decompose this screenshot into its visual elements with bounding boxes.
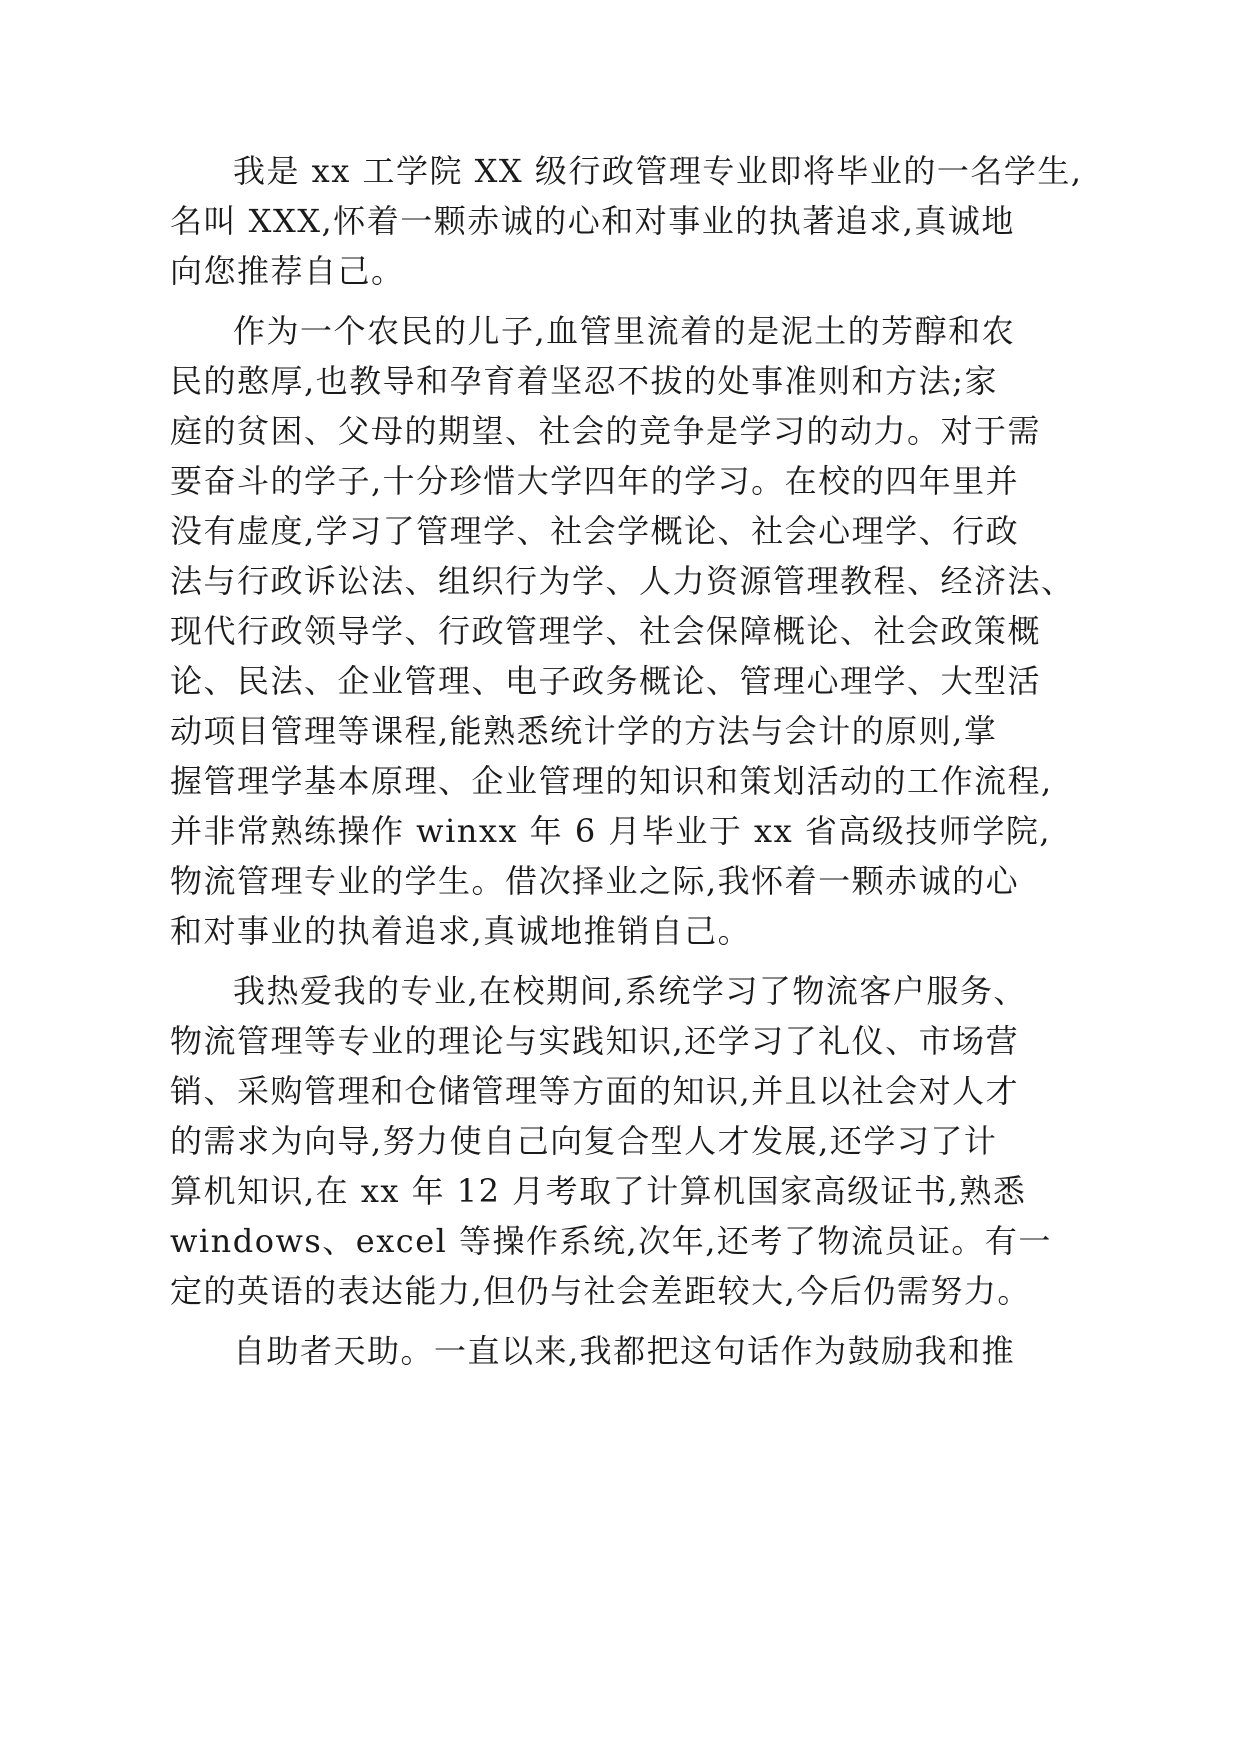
paragraph-2-line-8: 论、民法、企业管理、电子政务概论、管理心理学、大型活: [170, 662, 1042, 700]
paragraph-3-line-3: 销、采购管理和仓储管理等方面的知识,并且以社会对人才: [170, 1072, 1020, 1110]
paragraph-3-line-2: 物流管理等专业的理论与实践知识,还学习了礼仪、市场营: [170, 1022, 1020, 1060]
paragraph-2-line-5: 没有虚度,学习了管理学、社会学概论、社会心理学、行政: [170, 512, 1020, 550]
paragraph-2-line-3: 庭的贫困、父母的期望、社会的竞争是学习的动力。对于需: [170, 412, 1042, 450]
paragraph-3-line-4: 的需求为向导,努力使自己向复合型人才发展,还学习了计: [170, 1122, 998, 1160]
paragraph-2-line-6: 法与行政诉讼法、组织行为学、人力资源管理教程、经济法、: [170, 562, 1075, 600]
paragraph-1-line-2: 名叫 XXX,怀着一颗赤诚的心和对事业的执著追求,真诚地: [170, 202, 1015, 240]
paragraph-2-line-4: 要奋斗的学子,十分珍惜大学四年的学习。在校的四年里并: [170, 462, 1020, 500]
paragraph-2-line-13: 和对事业的执着追求,真诚地推销自己。: [170, 912, 752, 950]
paragraph-2-line-9: 动项目管理等课程,能熟悉统计学的方法与会计的原则,掌: [170, 712, 998, 750]
paragraph-3-line-7: 定的英语的表达能力,但仍与社会差距较大,今后仍需努力。: [170, 1272, 1031, 1310]
paragraph-2-line-10: 握管理学基本原理、企业管理的知识和策划活动的工作流程,: [170, 762, 1053, 800]
paragraph-1-line-3: 向您推荐自己。: [170, 252, 405, 290]
paragraph-2-line-12: 物流管理专业的学生。借次择业之际,我怀着一颗赤诚的心: [170, 862, 1020, 900]
paragraph-3-line-1: 我热爱我的专业,在校期间,系统学习了物流客户服务、: [233, 972, 1027, 1010]
paragraph-2-line-11: 并非常熟练操作 winxx 年 6 月毕业于 xx 省高级技师学院,: [170, 812, 1051, 850]
paragraph-3-line-6: windows、excel 等操作系统,次年,还考了物流员证。有一: [170, 1222, 1052, 1260]
paragraph-1-line-1: 我是 xx 工学院 XX 级行政管理专业即将毕业的一名学生,: [233, 152, 1083, 190]
paragraph-2-line-7: 现代行政领导学、行政管理学、社会保障概论、社会政策概: [170, 612, 1042, 650]
paragraph-3-line-5: 算机知识,在 xx 年 12 月考取了计算机国家高级证书,熟悉: [170, 1172, 1027, 1210]
paragraph-2-line-2: 民的憨厚,也教导和孕育着坚忍不拔的处事准则和方法;家: [170, 362, 998, 400]
paragraph-2-line-1: 作为一个农民的儿子,血管里流着的是泥土的芳醇和农: [233, 312, 1016, 350]
paragraph-4-line-1: 自助者天助。一直以来,我都把这句话作为鼓励我和推: [233, 1332, 1016, 1370]
